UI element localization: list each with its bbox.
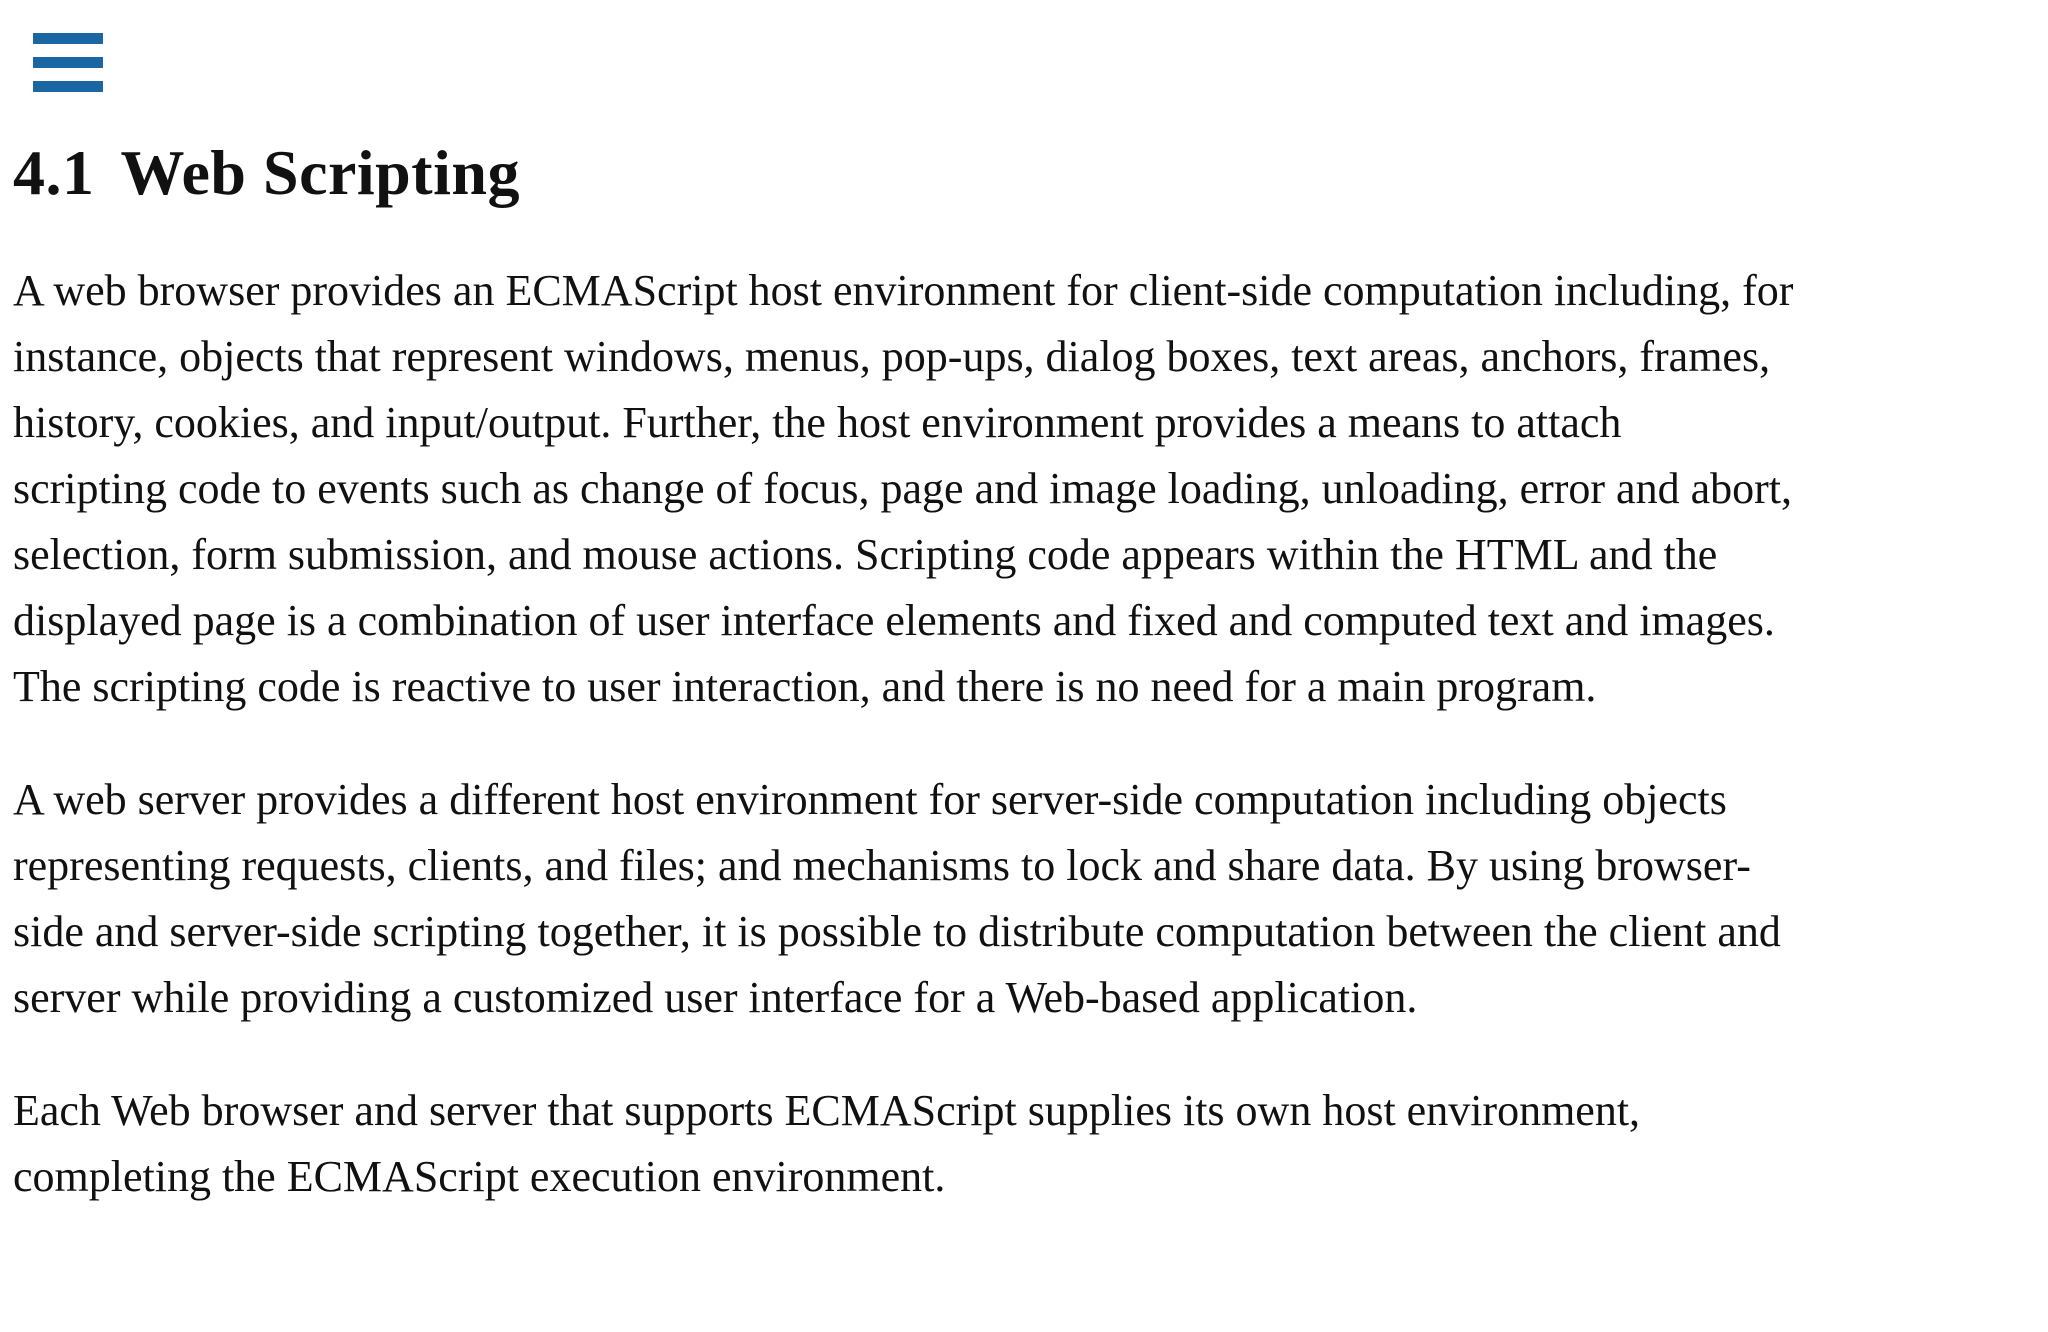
text-line: side and server-side scripting together, it is possible to distribute computation between the client and <box>13 907 1781 956</box>
text-line: Each Web browser and server that supports ECMAScript supplies its own host environment, <box>13 1086 1641 1135</box>
text-line: completing the ECMAScript execution environment. <box>13 1152 946 1201</box>
text-line: scripting code to events such as change of focus, page and image loading, unloading, error and abort, <box>13 464 1792 513</box>
paragraph-web-server <box>13 767 1781 1031</box>
text-line: A web server provides a different host environment for server-side computation including objects <box>13 775 1727 824</box>
section-title: Web Scripting <box>120 137 520 208</box>
text-line: history, cookies, and input/output. Further, the host environment provides a means to attach <box>13 398 1622 447</box>
text-line: displayed page is a combination of user interface elements and fixed and computed text and images. <box>13 596 1775 645</box>
section-number: 4.1 <box>13 137 95 208</box>
paragraph-web-browser <box>13 258 1793 720</box>
text-line: representing requests, clients, and files; and mechanisms to lock and share data. By using browser- <box>13 841 1751 890</box>
text-line: The scripting code is reactive to user interaction, and there is no need for a main program. <box>13 662 1597 711</box>
text-line: A web browser provides an ECMAScript host environment for client-side computation including, for <box>13 266 1794 315</box>
text-line: server while providing a customized user interface for a Web-based application. <box>13 973 1418 1022</box>
paragraph-host-environment <box>13 1078 1640 1210</box>
hamburger-menu-icon-bar-middle <box>33 57 103 68</box>
text-line: selection, form submission, and mouse actions. Scripting code appears within the HTML and the <box>13 530 1718 579</box>
section-heading <box>13 128 520 218</box>
hamburger-menu-icon-bar-top <box>33 33 103 44</box>
hamburger-menu-button[interactable] <box>33 33 103 93</box>
text-line: instance, objects that represent windows, menus, pop-ups, dialog boxes, text areas, anchors, frames, <box>13 332 1771 381</box>
hamburger-menu-icon-bar-bottom <box>33 81 103 92</box>
